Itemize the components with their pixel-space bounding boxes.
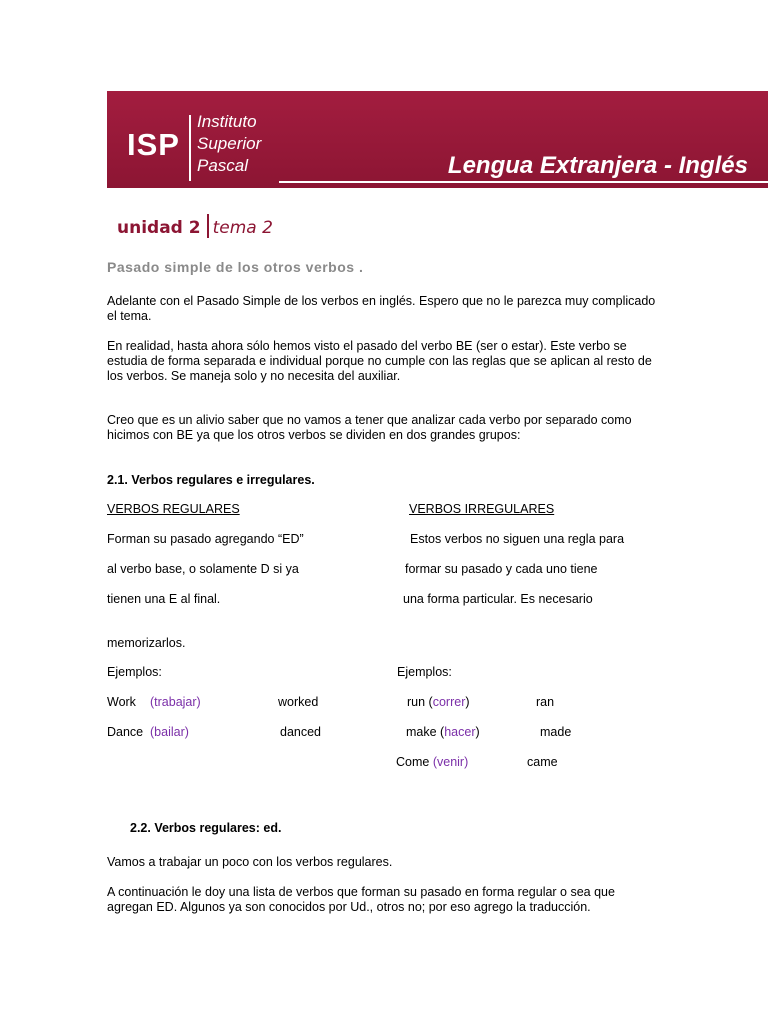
- institute-name: [197, 111, 261, 177]
- list-intro-paragraph: A continuación le doy una lista de verbos que forman su pasado en forma regular o sea que agregan ED. Algunos ya son conocidos por Ud., otros no; por eso agrego la traducción.: [107, 885, 615, 914]
- groups-paragraph: Creo que es un alivio saber que no vamos a tener que analizar cada verbo por separado como hicimos con BE ya que los otros verbos se dividen en dos grandes grupos:: [107, 413, 632, 442]
- regular-intro-paragraph: Vamos a trabajar un poco con los verbos regulares.: [107, 855, 393, 869]
- irregulares-line-3: una forma particular. Es necesario: [403, 592, 593, 606]
- irregular-example: [396, 755, 468, 769]
- irregular-example: run (correr): [407, 695, 470, 709]
- example-verb: run: [407, 695, 426, 709]
- institute-line-1: Instituto: [197, 112, 257, 131]
- irregulares-line-4: memorizarlos.: [107, 636, 186, 650]
- institute-line-2: Superior: [197, 134, 262, 153]
- logo-divider: [189, 115, 191, 181]
- section-2-2-heading: 2.2. Verbos regulares: ed.: [130, 821, 282, 835]
- be-paragraph: En realidad, hasta ahora sólo hemos visto el pasado del verbo BE (ser o estar). Este verbo se estudia de forma separada e individual porque no cumple con las reglas que se aplican al resto de los verbos. Se maneja solo y no necesita del auxiliar.: [107, 339, 652, 383]
- example-verb: Work: [107, 695, 136, 709]
- example-translation: (trabajar): [150, 695, 201, 709]
- irregulares-heading: VERBOS IRREGULARES: [409, 502, 555, 516]
- example-verb: make: [406, 725, 437, 739]
- isp-logo: ISP: [127, 127, 180, 162]
- regulares-line-1: Forman su pasado agregando “ED”: [107, 532, 304, 546]
- irregulares-ejemplos: Ejemplos:: [397, 665, 452, 679]
- unit-label: [117, 214, 273, 238]
- example-translation: correr: [432, 695, 466, 709]
- example-verb: Dance: [107, 725, 144, 739]
- example-past: ran: [536, 695, 555, 709]
- example-past: made: [540, 725, 572, 739]
- header-banner: [107, 91, 768, 188]
- regulares-line-2: al verbo base, o solamente D si ya: [107, 562, 299, 576]
- unit-divider: [207, 214, 209, 238]
- example-past: danced: [280, 725, 322, 739]
- regulares-heading: VERBOS REGULARES: [107, 502, 240, 516]
- unit-number: unidad 2: [117, 218, 201, 238]
- example-past: worked: [278, 695, 319, 709]
- example-translation: hacer: [444, 725, 476, 739]
- irregulares-line-1: Estos verbos no siguen una regla para: [410, 532, 625, 546]
- example-translation: (bailar): [150, 725, 189, 739]
- course-title: Lengua Extranjera - Inglés: [447, 152, 748, 179]
- institute-line-3: Pascal: [197, 156, 249, 175]
- irregular-example: make (hacer): [406, 725, 480, 739]
- header-underline: [279, 181, 768, 183]
- topic-number: tema 2: [212, 218, 273, 238]
- irregulares-line-2: formar su pasado y cada uno tiene: [405, 562, 598, 576]
- example-verb: Come: [396, 755, 430, 769]
- regulares-line-3: tienen una E al final.: [107, 592, 221, 606]
- intro-paragraph: Adelante con el Pasado Simple de los verbos en inglés. Espero que no le parezca muy complicado el tema.: [107, 294, 656, 323]
- section-2-1-heading: 2.1. Verbos regulares e irregulares.: [107, 473, 315, 487]
- example-past: came: [527, 755, 558, 769]
- example-translation: (venir): [432, 755, 469, 769]
- document-title: Pasado simple de los otros verbos .: [107, 259, 364, 275]
- regulares-ejemplos: Ejemplos:: [107, 665, 162, 679]
